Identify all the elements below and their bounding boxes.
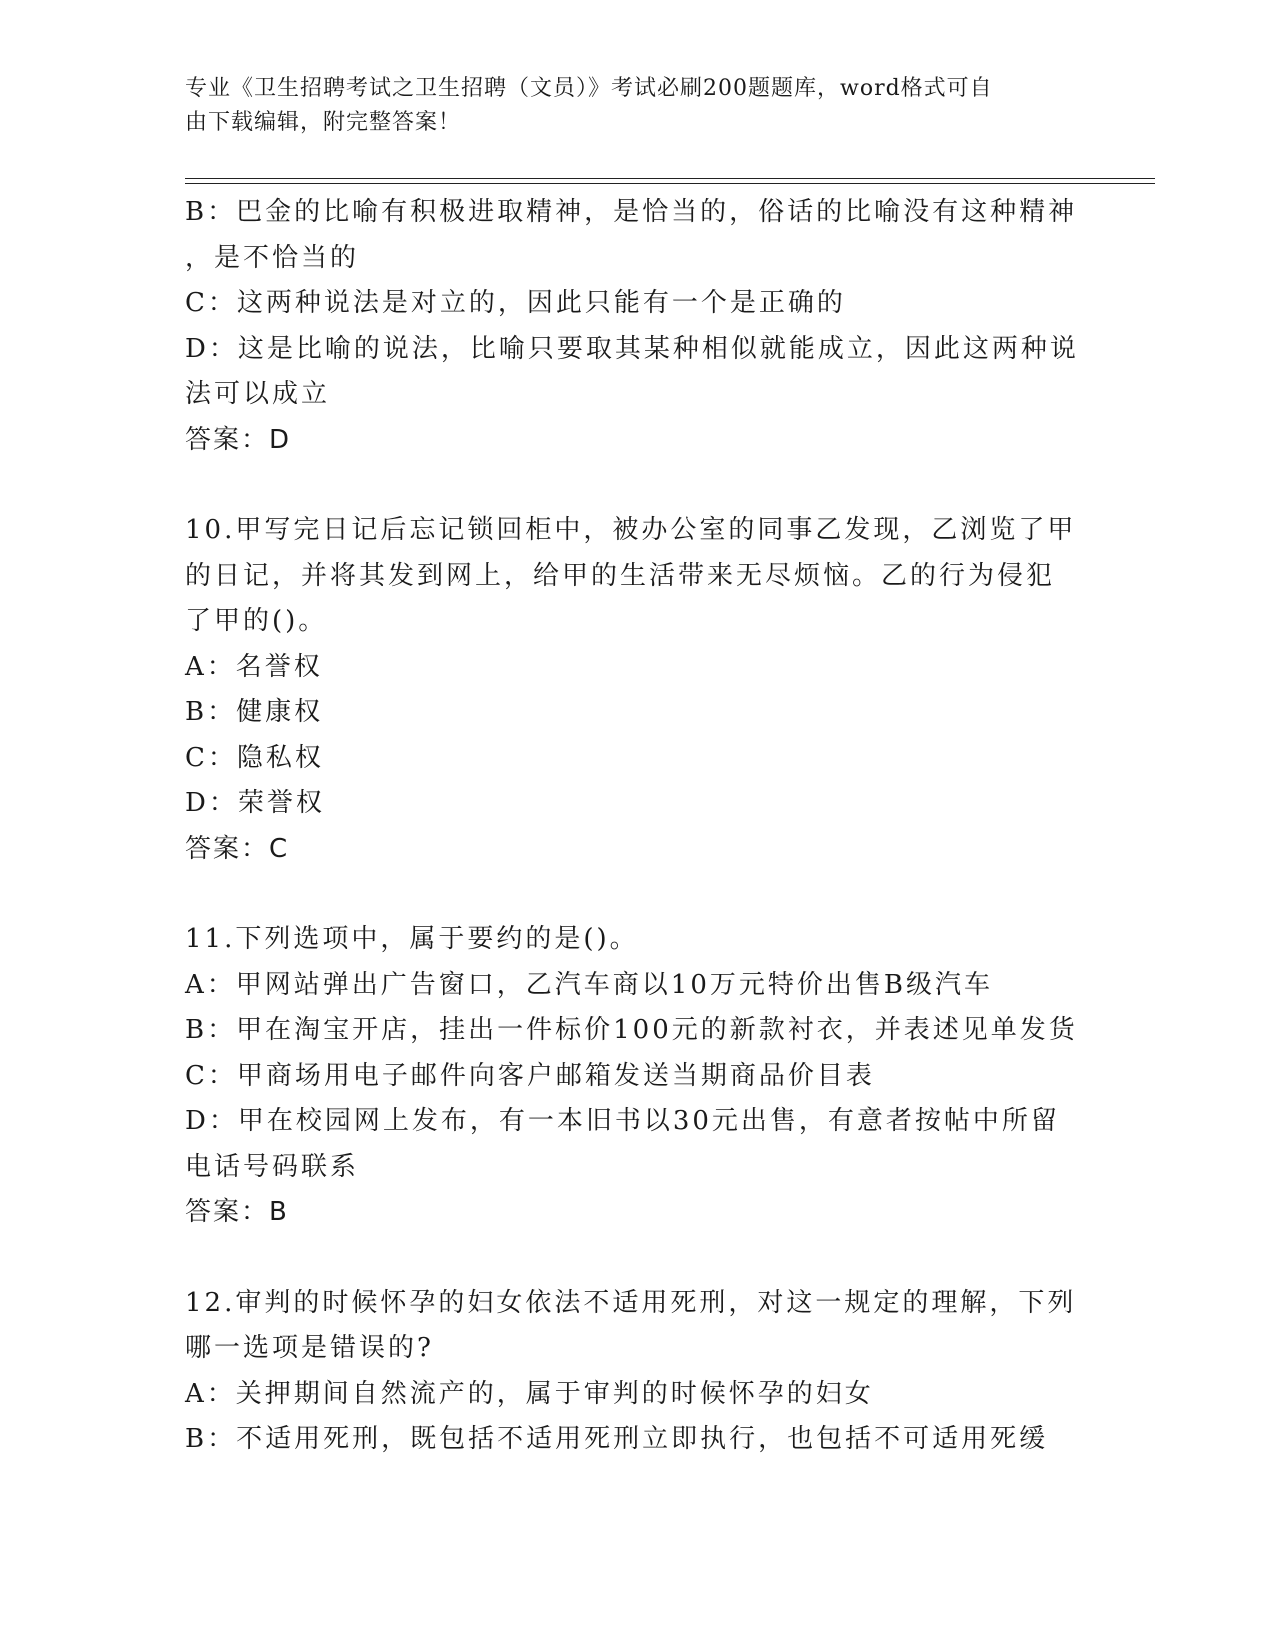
question-stem: 11.下列选项中，属于要约的是()。 (185, 924, 639, 954)
answer: 答案：B (185, 1197, 289, 1227)
header-rule-bottom (185, 183, 1155, 184)
question-stem: 10.甲写完日记后忘记锁回柜中，被办公室的同事乙发现，乙浏览了甲 (185, 515, 1077, 545)
option-c: C：隐私权 (185, 742, 324, 773)
question-10 (185, 508, 1075, 872)
option-a: A：关押期间自然流产的，属于审判的时候怀孕的妇女 (185, 1378, 874, 1409)
option-b: B：甲在淘宝开店，挂出一件标价100元的新款衬衣，并表述见单发货 (185, 1015, 1078, 1045)
question-12 (185, 1281, 1075, 1463)
option-b: B：不适用死刑，既包括不适用死刑立即执行，也包括不可适用死缓 (185, 1424, 1049, 1454)
option-d: D：甲在校园网上发布，有一本旧书以30元出售，有意者按帖中所留 (185, 1106, 1060, 1136)
option-a: A：名誉权 (185, 651, 323, 682)
option-a: A：甲网站弹出广告窗口，乙汽车商以10万元特价出售B级汽车 (185, 969, 993, 1000)
answer: 答案：C (185, 833, 290, 864)
header-line-2: 由下载编辑，附完整答案！ (185, 110, 462, 135)
question-stem-cont: 哪一选项是错误的? (185, 1333, 434, 1363)
option-b: B：巴金的比喻有积极进取精神，是恰当的，俗话的比喻没有这种精神 (185, 197, 1078, 227)
spacer (185, 463, 1075, 508)
spacer (185, 1236, 1075, 1281)
question-stem: 12.审判的时候怀孕的妇女依法不适用死刑，对这一规定的理解，下列 (185, 1287, 1077, 1318)
answer: 答案：D (185, 424, 292, 455)
option-c: C：这两种说法是对立的，因此只能有一个是正确的 (185, 288, 846, 318)
question-stem-cont: 了甲的()。 (185, 606, 328, 636)
spacer (185, 872, 1075, 917)
option-d: D：这是比喻的说法，比喻只要取其某种相似就能成立，因此这两种说 (185, 333, 1079, 364)
option-d: D：荣誉权 (185, 788, 325, 818)
option-b: B：健康权 (185, 697, 324, 727)
option-d-cont: 电话号码联系 (185, 1151, 360, 1182)
document-body (185, 190, 1079, 1463)
header-line-1: 专业《卫生招聘考试之卫生招聘（文员）》考试必刷200题题库，word格式可自 (185, 76, 993, 101)
question-11 (185, 917, 1078, 1236)
document-header (185, 72, 1065, 140)
question-9 (185, 190, 1079, 463)
option-d-cont: 法可以成立 (185, 379, 331, 409)
header-rule-top (185, 178, 1155, 179)
question-stem-cont: 的日记，并将其发到网上，给甲的生活带来无尽烦恼。乙的行为侵犯 (185, 560, 1056, 591)
option-c: C：甲商场用电子邮件向客户邮箱发送当期商品价目表 (185, 1060, 875, 1091)
option-b-cont: ，是不恰当的 (185, 242, 360, 273)
